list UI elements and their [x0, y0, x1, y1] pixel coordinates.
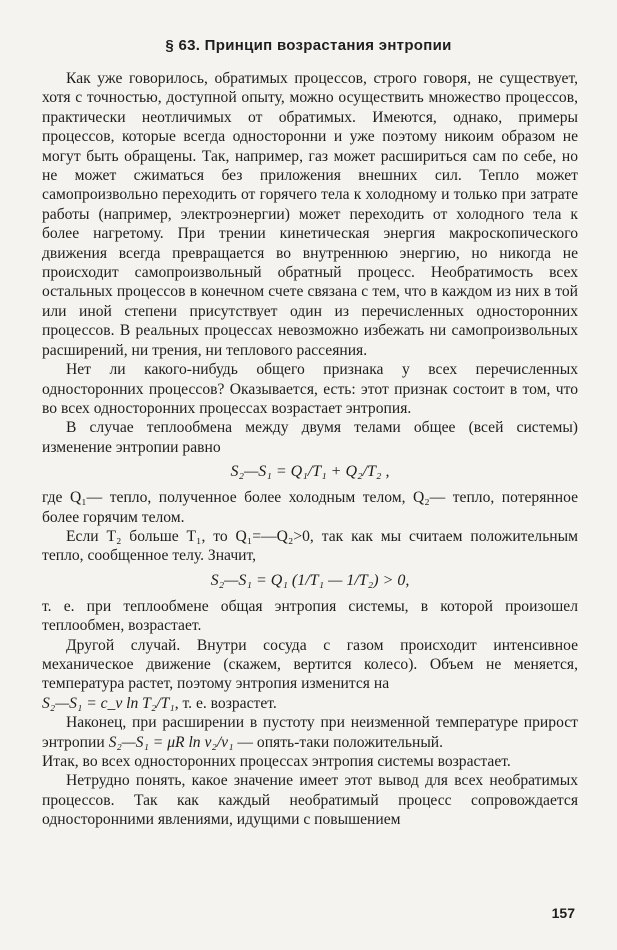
- formula-cv-ln: S₂—S₁ = c_v ln T₂/T₁: [42, 694, 175, 712]
- paragraph-finally: [42, 713, 578, 752]
- text-positive: — опять-таки положительный.: [237, 733, 444, 751]
- page-number: 157: [551, 905, 575, 921]
- paragraph-formula-line: [42, 694, 578, 713]
- formula-text: S₂—S₁ = Q₁ (1/T₁ — 1/T₂) > 0,: [210, 571, 410, 589]
- formula-entropy-change: [42, 462, 578, 482]
- section-heading: § 63. Принцип возрастания энтропии: [165, 37, 452, 54]
- paragraph-common-sign: Нет ли какого-нибудь общего признака у всех перечисленных односторонних процессов? Оказывается, есть: этот признак состоит в том, что во всех односторонних процессах возрастает энтропия.: [42, 361, 578, 417]
- formula-mur-ln: S₂—S₁ = μR ln v₂/v₁: [108, 733, 234, 751]
- paragraph-ie-increases: т. е. при теплообмене общая энтропия системы, в которой произошел теплообмен, возрастает.: [42, 597, 578, 635]
- paragraph-other-case: Другой случай. Внутри сосуда с газом происходит интенсивное механическое движение (скажем, вертится колесо). Объем не меняется, температура растет, поэтому энтропия изменится на: [42, 636, 578, 693]
- paragraph-where-q: где Q₁— тепло, полученное более холодным телом, Q₂— тепло, потерянное более горячим телом.: [42, 489, 578, 526]
- page-body: [42, 69, 578, 830]
- paragraph-not-hard: Нетрудно понять, какое значение имеет этот вывод для всех необратимых процессов. Так как каждый необратимый процесс сопровождается односторонними явлениями, идущими с повышением: [42, 772, 578, 829]
- text-finally: Наконец, при расширении в пустоту при неизменной температуре прирост энтропии: [42, 714, 578, 751]
- formula-text: S₂—S₁ = Q₁/T₁ + Q₂/T₂ ,: [230, 463, 390, 481]
- paragraph-irreversibility: Как уже говорилось, обратимых процессов, строго говоря, не существует, хотя с точностью, доступной опыту, можно осуществить множество процессов, практически неотличимых от обратимых. Имеются, однако, примеры процессов, которые всегда односторонни и уже поэтому никоим образом не могут быть обращены. Так, например, газ может расшириться сам по себе, но не может сжиматься без приложения внешних сил. Тепло может самопроизвольно переходить от горячего тела к холодному и только при затрате работы (например, электроэнергии) может переходить от холодного тела к более нагретому. При трении кинетическая энергия макроскопического движения всегда превращается во внутреннюю энергию, но никогда не происходит самопроизвольный обратный процесс. Необратимость всех остальных процессов в конечном счете связана с тем, что в каждом из них в той или иной степени присутствует один из перечисленных односторонних процессов. В реальных процессах невозможно избежать ни самопроизвольных расширений, ни трения, ни теплового рассеяния.: [42, 70, 578, 359]
- formula-entropy-positive: [42, 571, 578, 591]
- paragraph-so: Итак, во всех односторонних процессах энтропия системы возрастает.: [42, 753, 511, 770]
- paragraph-if-t2: Если T₂ больше T₁, то Q₁=—Q₂>0, так как мы считаем положительным тепло, сообщенное телу. Значит,: [42, 527, 578, 565]
- text-increases: , т. е. возрастет.: [174, 694, 277, 712]
- paragraph-heat-exchange: В случае теплообмена между двумя телами общее (всей системы) изменение энтропии равно: [42, 419, 578, 456]
